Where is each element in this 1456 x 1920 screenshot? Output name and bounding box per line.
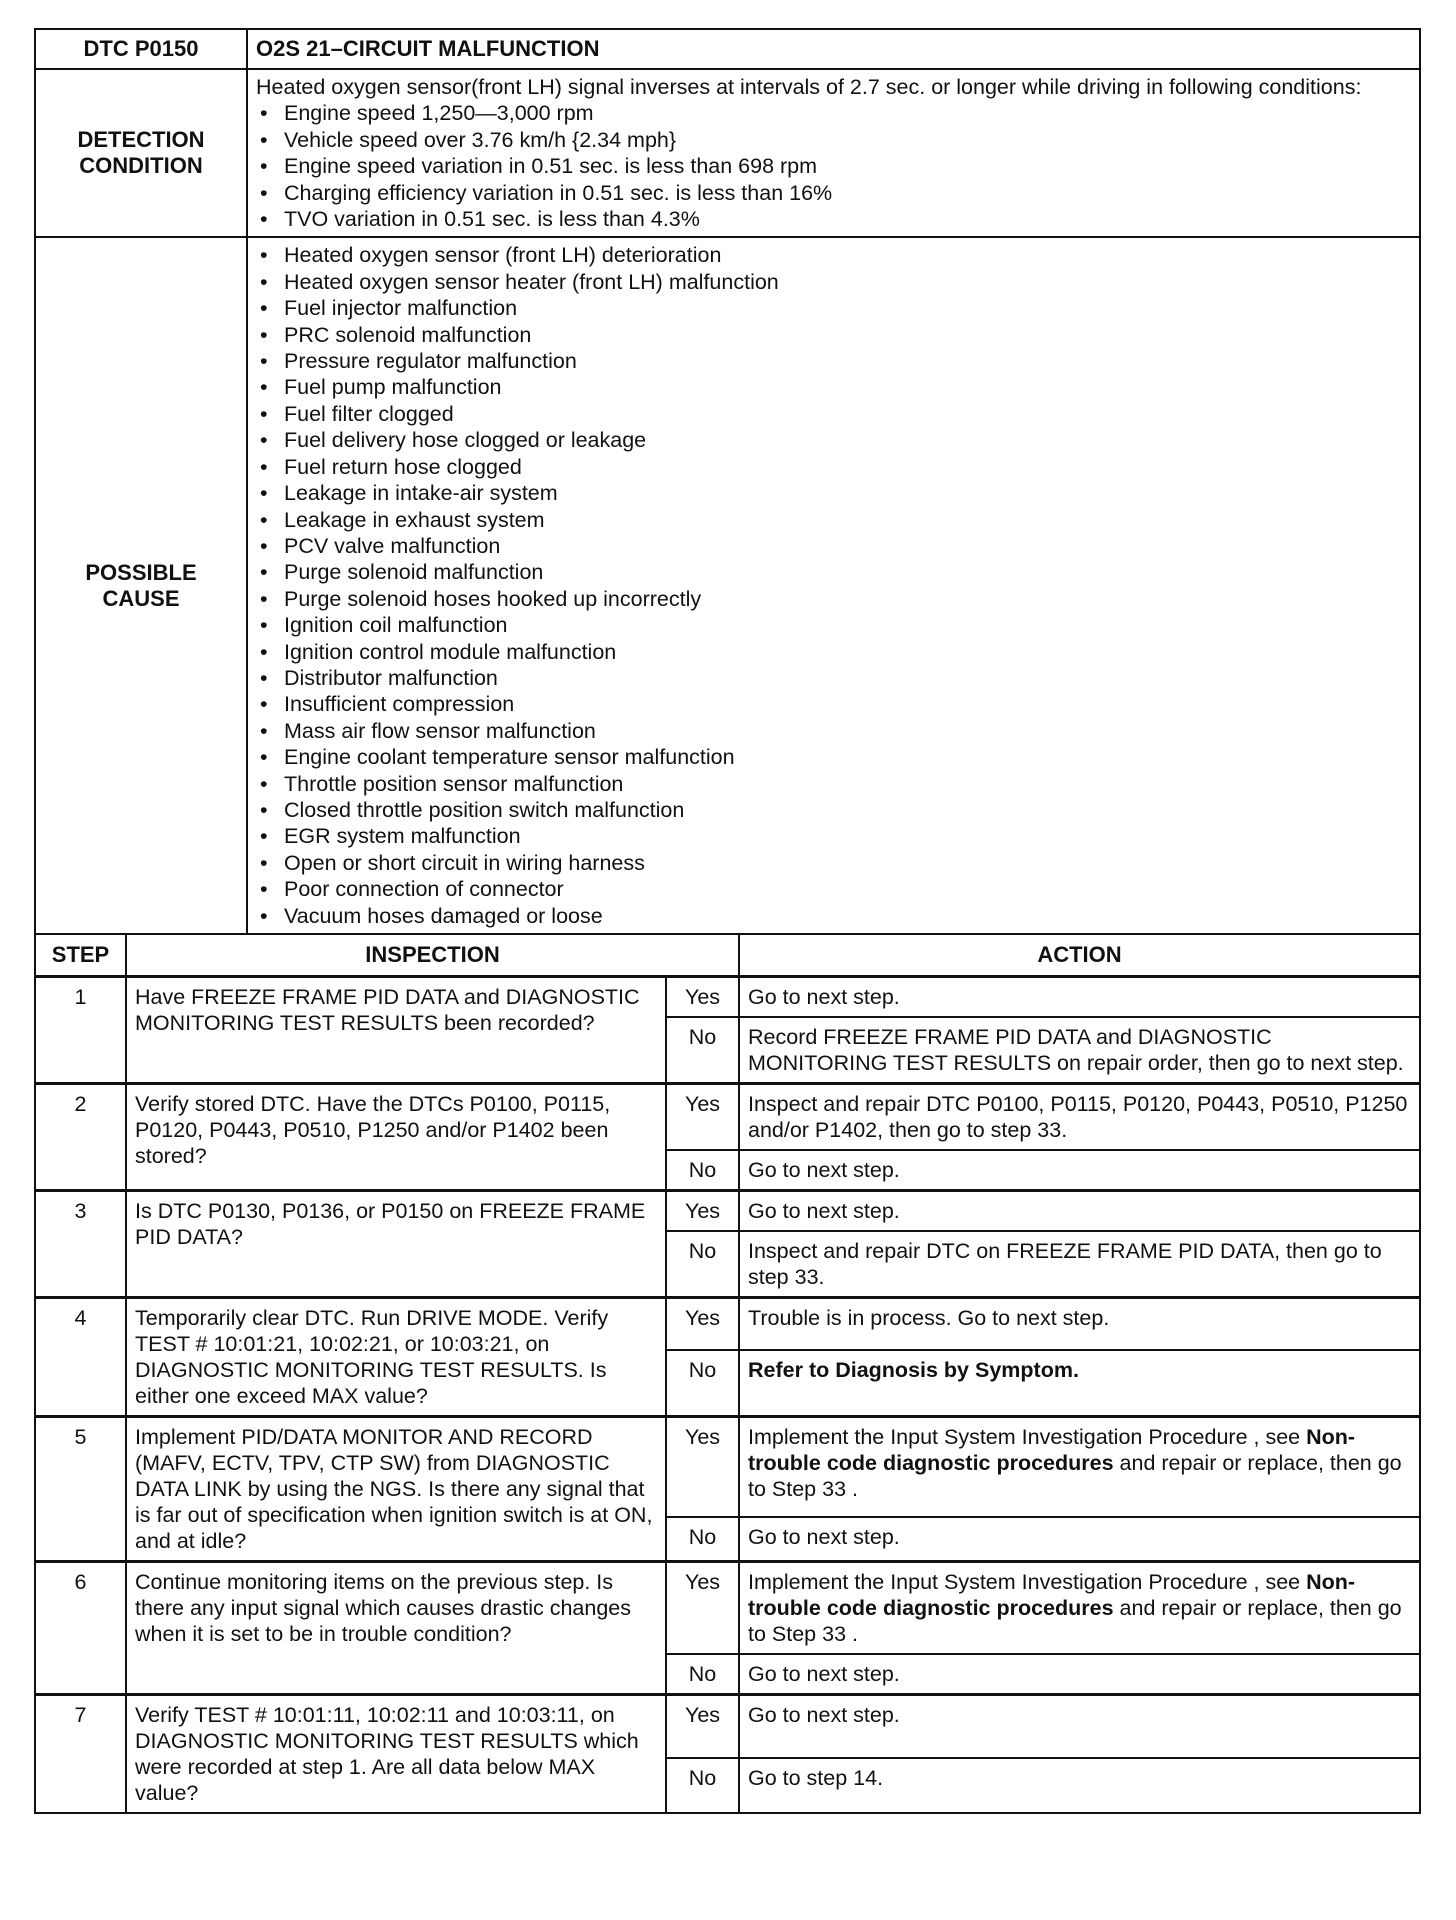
list-item: • Fuel return hose clogged xyxy=(256,454,1411,480)
dtc-title: O2S 21–CIRCUIT MALFUNCTION xyxy=(247,29,1420,69)
detection-condition-content xyxy=(247,69,1420,237)
detection-label-line1: DETECTION xyxy=(77,127,205,153)
detection-condition-row xyxy=(35,69,1420,237)
yes-action-text: Implement the Input System Investigation Procedure , see xyxy=(748,1425,1307,1449)
list-item: • Leakage in intake-air system xyxy=(256,480,1411,506)
step-inspection: Continue monitoring items on the previous step. Is there any input signal which causes drastic changes when it is set to be in trouble condition? xyxy=(126,1562,666,1695)
no-action: Inspect and repair DTC on FREEZE FRAME PID DATA, then go to step 33. xyxy=(739,1231,1420,1298)
procedure-reference: Non-trouble code diagnostic procedures xyxy=(748,1570,1356,1620)
list-item: • PRC solenoid malfunction xyxy=(256,322,1411,348)
possible-cause-label-line2: CAUSE xyxy=(102,585,180,611)
list-item: • Closed throttle position switch malfunction xyxy=(256,797,1411,823)
step-column-header: STEP xyxy=(35,934,126,977)
list-item: • Purge solenoid malfunction xyxy=(256,559,1411,585)
possible-cause-row xyxy=(35,237,1420,934)
step-number: 3 xyxy=(35,1191,126,1298)
no-label: No xyxy=(666,1758,739,1813)
inspection-column-header: INSPECTION xyxy=(126,934,739,977)
inspection-steps-table xyxy=(34,933,1421,1814)
list-item: • Ignition control module malfunction xyxy=(256,639,1411,665)
yes-label: Yes xyxy=(666,1695,739,1759)
yes-label: Yes xyxy=(666,1298,739,1351)
yes-action: Go to next step. xyxy=(739,977,1420,1018)
list-item: • Heated oxygen sensor (front LH) deterioration xyxy=(256,242,1411,268)
no-label: No xyxy=(666,1231,739,1298)
list-item: • Engine speed variation in 0.51 sec. is less than 698 rpm xyxy=(256,153,1411,179)
yes-action xyxy=(739,1562,1420,1655)
no-label: No xyxy=(666,1150,739,1191)
list-item: • Vacuum hoses damaged or loose xyxy=(256,903,1411,929)
list-item: • PCV valve malfunction xyxy=(256,533,1411,559)
detection-condition-label xyxy=(35,69,247,237)
no-label: No xyxy=(666,1017,739,1084)
dtc-info-table xyxy=(34,28,1421,935)
list-item: • TVO variation in 0.51 sec. is less than 4.3% xyxy=(256,206,1411,232)
list-item: • Distributor malfunction xyxy=(256,665,1411,691)
list-item: • Heated oxygen sensor heater (front LH) malfunction xyxy=(256,269,1411,295)
step-number: 6 xyxy=(35,1562,126,1695)
yes-label: Yes xyxy=(666,1084,739,1151)
step-number: 1 xyxy=(35,977,126,1084)
table-row xyxy=(35,1562,1420,1655)
step-inspection: Have FREEZE FRAME PID DATA and DIAGNOSTIC MONITORING TEST RESULTS been recorded? xyxy=(126,977,666,1084)
yes-label: Yes xyxy=(666,1562,739,1655)
list-item: • Pressure regulator malfunction xyxy=(256,348,1411,374)
table-row xyxy=(35,1417,1420,1518)
step-number: 2 xyxy=(35,1084,126,1191)
list-item: • Throttle position sensor malfunction xyxy=(256,771,1411,797)
step-inspection: Implement PID/DATA MONITOR AND RECORD (MAFV, ECTV, TPV, CTP SW) from DIAGNOSTIC DATA LINK by using the NGS. Is there any signal that is far out of specification when ignition switch is at ON, and at idle? xyxy=(126,1417,666,1562)
no-action: Record FREEZE FRAME PID DATA and DIAGNOSTIC MONITORING TEST RESULTS on repair order, then go to next step. xyxy=(739,1017,1420,1084)
possible-cause-label-line1: POSSIBLE xyxy=(85,559,197,585)
step-number: 7 xyxy=(35,1695,126,1814)
list-item: • Mass air flow sensor malfunction xyxy=(256,718,1411,744)
list-item: • Fuel injector malfunction xyxy=(256,295,1411,321)
yes-label: Yes xyxy=(666,977,739,1018)
list-item: • Open or short circuit in wiring harness xyxy=(256,850,1411,876)
no-label: No xyxy=(666,1517,739,1561)
dtc-sheet xyxy=(34,28,1421,1814)
list-item: • Poor connection of connector xyxy=(256,876,1411,902)
list-item: • Fuel delivery hose clogged or leakage xyxy=(256,427,1411,453)
yes-action-text-end: and repair or replace, then go to Step 33 . xyxy=(748,1596,1402,1646)
list-item: • Vehicle speed over 3.76 km/h {2.34 mph} xyxy=(256,127,1411,153)
no-action: Go to next step. xyxy=(739,1517,1420,1561)
list-item: • EGR system malfunction xyxy=(256,823,1411,849)
action-column-header: ACTION xyxy=(739,934,1420,977)
possible-cause-list xyxy=(256,242,1411,929)
dtc-code: DTC P0150 xyxy=(35,29,247,69)
yes-action: Go to next step. xyxy=(739,1191,1420,1232)
step-inspection: Verify stored DTC. Have the DTCs P0100, P0115, P0120, P0443, P0510, P1250 and/or P1402 been stored? xyxy=(126,1084,666,1191)
step-inspection: Temporarily clear DTC. Run DRIVE MODE. Verify TEST # 10:01:21, 10:02:21, or 10:03:21, on DIAGNOSTIC MONITORING TEST RESULTS. Is either one exceed MAX value? xyxy=(126,1298,666,1417)
step-inspection: Verify TEST # 10:01:11, 10:02:11 and 10:03:11, on DIAGNOSTIC MONITORING TEST RESULTS which were recorded at step 1. Are all data below MAX value? xyxy=(126,1695,666,1814)
table-row xyxy=(35,1695,1420,1759)
no-label: No xyxy=(666,1654,739,1695)
yes-action-text: Implement the Input System Investigation Procedure , see xyxy=(748,1570,1307,1594)
yes-action: Trouble is in process. Go to next step. xyxy=(739,1298,1420,1351)
step-number: 5 xyxy=(35,1417,126,1562)
list-item: • Ignition coil malfunction xyxy=(256,612,1411,638)
table-row xyxy=(35,1191,1420,1232)
yes-label: Yes xyxy=(666,1417,739,1518)
detection-intro: Heated oxygen sensor(front LH) signal inverses at intervals of 2.7 sec. or longer while driving in following conditions: xyxy=(256,75,1362,99)
yes-action: Go to next step. xyxy=(739,1695,1420,1759)
yes-action xyxy=(739,1417,1420,1518)
steps-header-row xyxy=(35,934,1420,977)
table-row xyxy=(35,977,1420,1018)
list-item: • Engine speed 1,250—3,000 rpm xyxy=(256,100,1411,126)
list-item: • Purge solenoid hoses hooked up incorrectly xyxy=(256,586,1411,612)
no-action: Go to next step. xyxy=(739,1654,1420,1695)
yes-action: Inspect and repair DTC P0100, P0115, P0120, P0443, P0510, P1250 and/or P1402, then go to step 33. xyxy=(739,1084,1420,1151)
table-row xyxy=(35,1298,1420,1351)
list-item: • Charging efficiency variation in 0.51 sec. is less than 16% xyxy=(256,180,1411,206)
possible-cause-content xyxy=(247,237,1420,934)
no-action: Go to step 14. xyxy=(739,1758,1420,1813)
detection-list xyxy=(256,100,1411,232)
no-action: Refer to Diagnosis by Symptom. xyxy=(739,1350,1420,1417)
yes-label: Yes xyxy=(666,1191,739,1232)
step-inspection: Is DTC P0130, P0136, or P0150 on FREEZE FRAME PID DATA? xyxy=(126,1191,666,1298)
no-label: No xyxy=(666,1350,739,1417)
possible-cause-label xyxy=(35,237,247,934)
yes-action-text-end: and repair or replace, then go to Step 33 . xyxy=(748,1451,1402,1501)
procedure-reference: Non-trouble code diagnostic procedures xyxy=(748,1425,1356,1475)
no-action: Go to next step. xyxy=(739,1150,1420,1191)
detection-label-line2: CONDITION xyxy=(79,153,203,179)
list-item: • Fuel pump malfunction xyxy=(256,374,1411,400)
list-item: • Engine coolant temperature sensor malfunction xyxy=(256,744,1411,770)
dtc-header-row xyxy=(35,29,1420,69)
list-item: • Fuel filter clogged xyxy=(256,401,1411,427)
table-row xyxy=(35,1084,1420,1151)
list-item: • Leakage in exhaust system xyxy=(256,507,1411,533)
step-number: 4 xyxy=(35,1298,126,1417)
list-item: • Insufficient compression xyxy=(256,691,1411,717)
